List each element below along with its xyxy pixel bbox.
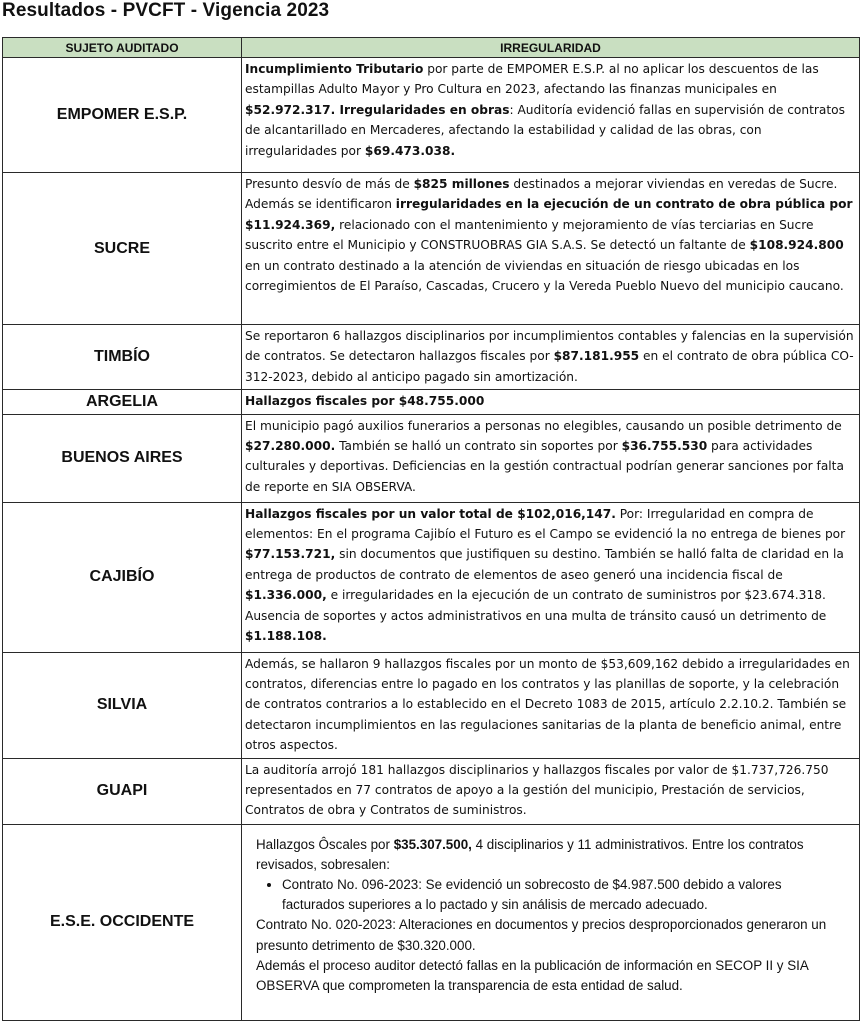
ese-contract-020: Contrato No. 020-2023: Alteraciones en documentos y precios desproporcionados generaron un presunto detrimento de $30.320.000. — [256, 917, 827, 953]
subject-cell: BUENOS AIRES — [3, 414, 242, 502]
description-text: El municipio pagó auxilios funerarios a personas no elegibles, causando un posible detrimento de — [245, 418, 842, 433]
ese-contract-list — [256, 875, 847, 915]
highlighted-text: $1.336.000, — [245, 588, 327, 603]
description-text: Además, se hallaron 9 hallazgos fiscales por un monto de $53,609,162 debido a irregularidades en contratos, diferencias entre lo pagado en los contratos y las planillas de soporte, y la celebración de contratos contrarios a lo establecido en el Decreto 1083 de 2015, artículo 2.2.10.2. También se detectaron incumplimientos en las regulaciones sanitarias de la planta de beneficio animal, entre otros aspectos. — [245, 656, 850, 753]
ese-intro-amount: $35.307.500, — [393, 836, 472, 852]
irregularity-cell — [242, 652, 860, 758]
highlighted-text: $52.972.317. Irregularidades en obras — [245, 102, 510, 117]
description-text: destinados a mejorar viviendas en veredas de Sucre. Además se identificaron — [245, 177, 838, 212]
highlighted-text: $27.280.000. — [245, 439, 336, 454]
irregularity-cell — [242, 824, 860, 1020]
subject-cell: GUAPI — [3, 758, 242, 824]
description-text: Se reportaron 6 hallazgos disciplinarios por incumplimientos contables y falencias en la supervisión de contratos. Se detectaron hallazgos fiscales por — [245, 329, 854, 364]
highlighted-text: Hallazgos fiscales por un valor total de $102,016,147. — [245, 506, 616, 521]
subject-cell: EMPOMER E.S.P. — [3, 58, 242, 173]
highlighted-text: Incumplimiento Tributario — [245, 62, 424, 76]
irregularity-cell — [242, 325, 860, 390]
description-text: sin documentos que justifiquen su destino. También se halló falta de claridad en la entrega de productos de contrato de elementos de aseo generó una incidencia fiscal de — [245, 547, 844, 582]
description-text: en el contrato de obra pública CO-312-2023, debido al anticipo pagado sin amortización. — [245, 349, 854, 384]
subject-cell: SILVIA — [3, 652, 242, 758]
highlighted-text: $825 millones — [413, 177, 510, 191]
description-text: : Auditoría evidenció fallas en supervisión de contratos de alcantarillado en Mercaderes, afectando la estabilidad y calidad de las obras, con irregularidades por — [245, 102, 845, 158]
description-text: Por: Irregularidad en compra de elementos: En el programa Cajibío el Futuro es el Campo se evidenció la no entrega de bienes por — [245, 506, 846, 542]
description-text: Presunto desvío de más de — [245, 177, 414, 191]
list-item: • Contrato No. 096-2023: Se evidenció un sobrecosto de $4.987.500 debido a valores facturados superiores a lo pactado y sin análisis de mercado adecuado. — [282, 875, 847, 915]
subject-cell: CAJIBÍO — [3, 502, 242, 652]
highlighted-text: $36.755.530 — [621, 439, 708, 454]
subject-cell: ARGELIA — [3, 390, 242, 414]
description-text: relacionado con el mantenimiento y mejoramiento de vías terciarias en Sucre suscrito entre el Municipio y CONSTRUOBRAS GIA S.A.S. Se detectó un faltante de — [245, 217, 814, 253]
highlighted-text: Hallazgos fiscales por $48.755.000 — [245, 394, 485, 409]
irregularity-cell — [242, 502, 860, 652]
description-text: para actividades culturales y deportivas. Deficiencias en la gestión contractual podrían generar sanciones por falta de reporte en SIA OBSERVA. — [245, 439, 844, 494]
table-row — [3, 173, 860, 325]
description-text: La auditoría arrojó 181 hallazgos disciplinarios y hallazgos fiscales por valor de $1.737,726.750 representados en 77 contratos de apoyo a la gestión del municipio, Prestación de servicios, Contratos de obra y Contratos de suministros. — [245, 762, 829, 818]
table-row — [3, 824, 860, 1020]
ese-intro-tail: 4 disciplinarios y 11 administrativos. Entre los contratos revisados, sobresalen: — [256, 836, 804, 872]
ese-intro — [256, 835, 847, 875]
page-title: Resultados - PVCFT - Vigencia 2023 — [2, 0, 330, 21]
highlighted-text: irregularidades en la ejecución de un contrato de obra pública por $11.924.369, — [245, 197, 853, 232]
ese-secop-finding: Además el proceso auditor detectó fallas en la publicación de información en SECOP II y SIA OBSERVA que comprometen la transparencia de esta entidad de salud. — [256, 957, 809, 994]
description-text: por parte de EMPOMER E.S.P. al no aplicar los descuentos de las estampillas Adulto Mayor y Pro Cultura en 2023, afectando las finanzas municipales en — [245, 62, 819, 97]
irregularity-cell — [242, 414, 860, 502]
description-text: También se halló un contrato sin soportes por — [335, 439, 622, 454]
description-text: en un contrato destinado a la atención de viviendas en situación de riesgo ubicadas en los corregimientos de El Paraíso, Cascadas, Crucero y la Vereda Pueblo Nuevo del municipio caucano. — [245, 258, 844, 294]
description-text: e irregularidades en la ejecución de un contrato de suministros por $23.674.318. Ausencia de soportes y actos administrativos en una multa de tránsito causó un detrimento de — [245, 588, 827, 623]
header-subject: SUJETO AUDITADO — [3, 38, 242, 58]
irregularity-cell — [242, 173, 860, 325]
table-row — [3, 652, 860, 758]
table-row — [3, 502, 860, 652]
table-row — [3, 58, 860, 173]
irregularity-cell — [242, 758, 860, 824]
highlighted-text: $87.181.955 — [553, 349, 640, 364]
audit-results-table — [2, 37, 860, 1021]
table-row — [3, 325, 860, 390]
irregularity-cell — [242, 58, 860, 173]
subject-cell: SUCRE — [3, 173, 242, 325]
irregularity-cell — [242, 390, 860, 414]
subject-cell: TIMBÍO — [3, 325, 242, 390]
table-row — [3, 758, 860, 824]
subject-cell: E.S.E. OCCIDENTE — [3, 824, 242, 1020]
table-row — [3, 414, 860, 502]
ese-intro-text: Hallazgos Ôscales por — [256, 836, 394, 852]
highlighted-text: $77.153.721, — [245, 547, 336, 562]
highlighted-text: $108.924.800 — [749, 238, 844, 253]
table-row — [3, 390, 860, 414]
table-header-row — [3, 38, 860, 58]
header-irregularity: IRREGULARIDAD — [242, 38, 860, 58]
highlighted-text: $69.473.038. — [364, 143, 456, 158]
highlighted-text: $1.188.108. — [245, 629, 327, 644]
